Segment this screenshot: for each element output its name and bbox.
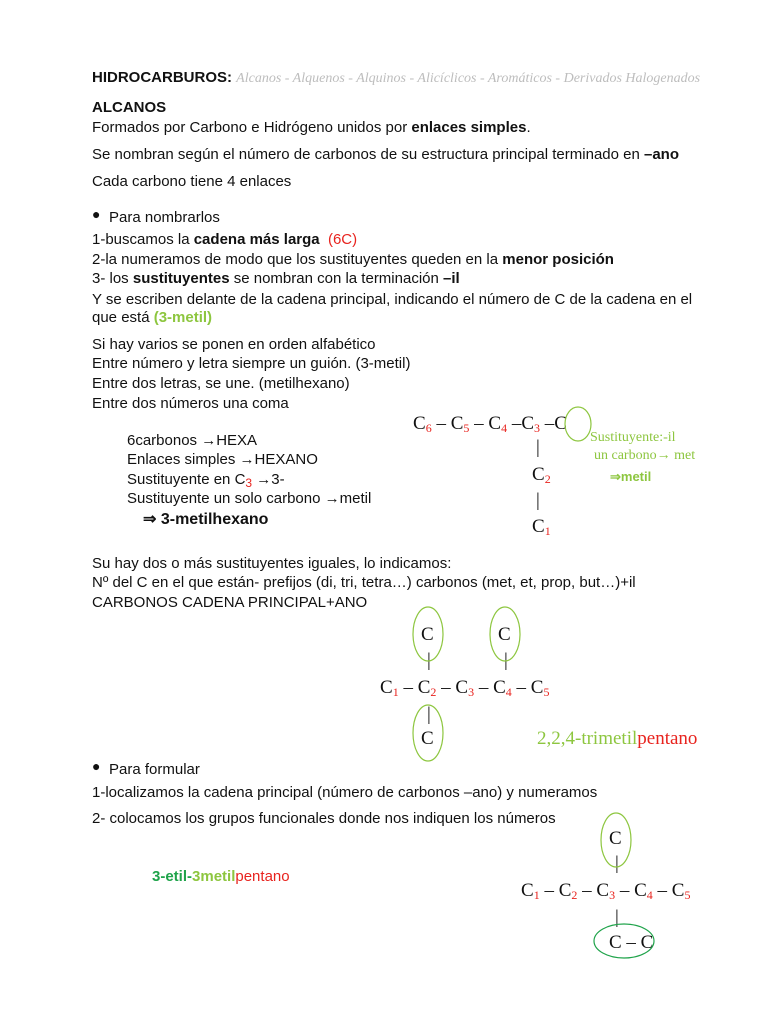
carbon: C — [558, 880, 572, 901]
text-bold: sustituyentes — [132, 270, 230, 287]
carbon: C — [530, 677, 544, 698]
carbon-branch-top-2: C — [498, 624, 511, 645]
carbon-index: 2 — [544, 472, 551, 486]
text: . — [526, 119, 531, 136]
vertical-bond: | — [536, 437, 540, 458]
text-bold: enlaces simples — [411, 119, 527, 136]
carbon-index: 5 — [463, 421, 470, 435]
carbon-index: 4 — [501, 421, 508, 435]
ethyl-group: C – C — [609, 932, 654, 953]
text: 2-la numeramos de modo que los sustituyentes queden en la — [92, 251, 503, 268]
example-line-4: Sustituyente un solo carbono →metil — [127, 490, 372, 507]
text-green: (3-metil) — [153, 309, 213, 326]
bond: – — [516, 677, 526, 698]
carbon: C — [521, 880, 534, 901]
name-part-metil: 3metil — [192, 868, 236, 885]
bond: – — [657, 880, 667, 901]
page-title: HIDROCARBUROS: — [92, 69, 232, 86]
rule-3: Entre dos letras, se une. (metilhexano) — [92, 375, 350, 392]
carbon-index: 1 — [392, 685, 399, 699]
carbon-index: 4 — [646, 888, 653, 902]
bullet-icon: ● — [92, 206, 101, 222]
name-prefix: 2,2,4-trimetil — [537, 728, 638, 749]
example-result: ⇒ 3-metilhexano — [143, 511, 269, 528]
carbon-index: 2 — [571, 888, 578, 902]
bond: – — [474, 413, 484, 434]
carbon-index: 5 — [543, 685, 550, 699]
carbon: C — [413, 413, 426, 434]
step-4: Y se escriben delante de la cadena principal, indicando el número de C de la cadena en el — [92, 291, 693, 308]
text-bold: cadena más larga — [193, 231, 320, 248]
carbon: C — [596, 880, 610, 901]
note-one-carbon: un carbono→ met — [594, 448, 696, 463]
bond: – — [619, 880, 630, 901]
carbon: C — [380, 677, 393, 698]
vertical-bond: | — [615, 853, 619, 874]
vertical-bond: | — [536, 490, 540, 511]
circle-branch-top-2 — [490, 607, 520, 661]
carbon-index: 6 — [425, 421, 432, 435]
vertical-bond: | — [504, 650, 508, 671]
example-line-1: 6carbonos →HEXA — [127, 432, 258, 449]
formular-step-1: 1-localizamos la cadena principal (número de carbonos –ano) y numeramos — [92, 784, 598, 801]
bullet-title-formular: Para formular — [109, 761, 200, 778]
carbon-index: 3 — [468, 685, 475, 699]
bullet-title-nombrar: Para nombrarlos — [109, 209, 220, 226]
note-metil: ⇒metil — [610, 469, 652, 484]
text-bold: –il — [443, 270, 460, 287]
formular-step-2: 2- colocamos los grupos funcionales donde nos indiquen los números — [92, 810, 556, 827]
text-bold: menor posición — [502, 251, 614, 268]
name-part-etil: 3-etil- — [152, 868, 193, 885]
carbon-branch-top-1: C — [421, 624, 434, 645]
text-bold: –ano — [644, 146, 680, 163]
page-subtitle: Alcanos - Alquenos - Alquinos - Alicíclicos - Aromáticos - Derivados Halogenados — [236, 71, 701, 86]
note-substituent: Sustituyente:-il — [590, 430, 676, 445]
carbon-index: 4 — [505, 685, 512, 699]
circle-substituent-c — [565, 407, 591, 441]
text: se nombran con la terminación — [229, 270, 444, 287]
multi-line-3: CARBONOS CADENA PRINCIPAL+ANO — [92, 594, 368, 611]
carbon-index: 3 — [534, 421, 540, 435]
carbon-branch-top: C — [609, 828, 622, 849]
circle-branch-bottom — [413, 705, 443, 761]
bond: – — [544, 413, 555, 434]
rule-4: Entre dos números una coma — [92, 395, 289, 412]
carbon-substituent: C — [554, 413, 567, 434]
vertical-bond: | — [615, 907, 619, 928]
text: Sustituyente en C — [127, 471, 246, 488]
bond: – — [511, 413, 522, 434]
carbon: C — [521, 413, 534, 434]
carbon-index: 2 — [430, 685, 437, 699]
text: 1-buscamos la — [92, 231, 194, 248]
bullet-icon: ● — [92, 758, 101, 774]
name-root: pentano — [637, 728, 698, 749]
subscript: 3 — [245, 476, 253, 490]
section-heading-alcanos: ALCANOS — [92, 99, 167, 116]
carbon: C — [417, 677, 431, 698]
text: Se nombran según el número de carbonos de su estructura principal terminado en — [92, 146, 644, 163]
vertical-bond: | — [427, 650, 431, 671]
text-red: (6C) — [327, 231, 358, 248]
bond: – — [544, 880, 554, 901]
bond: – — [441, 677, 451, 698]
bond: – — [582, 880, 592, 901]
carbon: C — [671, 880, 685, 901]
rule-2: Entre número y letra siempre un guión. (3-metil) — [92, 355, 411, 372]
bond: – — [478, 677, 489, 698]
carbon-index: 3 — [609, 888, 616, 902]
multi-line-1: Su hay dos o más sustituyentes iguales, lo indicamos: — [92, 555, 452, 572]
multi-line-2: Nº del C en el que están- prefijos (di, tri, tetra…) carbonos (met, et, prop, but…)+il — [92, 574, 636, 591]
carbon: C — [532, 464, 545, 485]
rule-1: Si hay varios se ponen en orden alfabético — [92, 336, 376, 353]
text: que está — [92, 309, 154, 326]
carbon: C — [455, 677, 469, 698]
circle-branch-top-1 — [413, 607, 443, 661]
alcanos-line-3: Cada carbono tiene 4 enlaces — [92, 173, 292, 190]
carbon-index: 1 — [533, 888, 540, 902]
text: →3- — [252, 471, 285, 488]
circle-ethyl — [594, 924, 654, 958]
circle-methyl — [601, 813, 631, 867]
carbon: C — [488, 413, 502, 434]
example-line-2: Enlaces simples →HEXANO — [127, 451, 318, 468]
text: Formados por Carbono e Hidrógeno unidos por — [92, 119, 412, 136]
bond: – — [436, 413, 446, 434]
name-root: pentano — [235, 868, 290, 885]
carbon-branch-bottom: C — [421, 728, 434, 749]
carbon-index: 1 — [544, 524, 551, 538]
vertical-bond: | — [427, 704, 431, 725]
carbon: C — [532, 516, 545, 537]
carbon: C — [493, 677, 506, 698]
carbon: C — [634, 880, 647, 901]
bond: – — [403, 677, 413, 698]
carbon: C — [450, 413, 464, 434]
carbon-index: 5 — [684, 888, 691, 902]
text: 3- los — [92, 270, 133, 287]
